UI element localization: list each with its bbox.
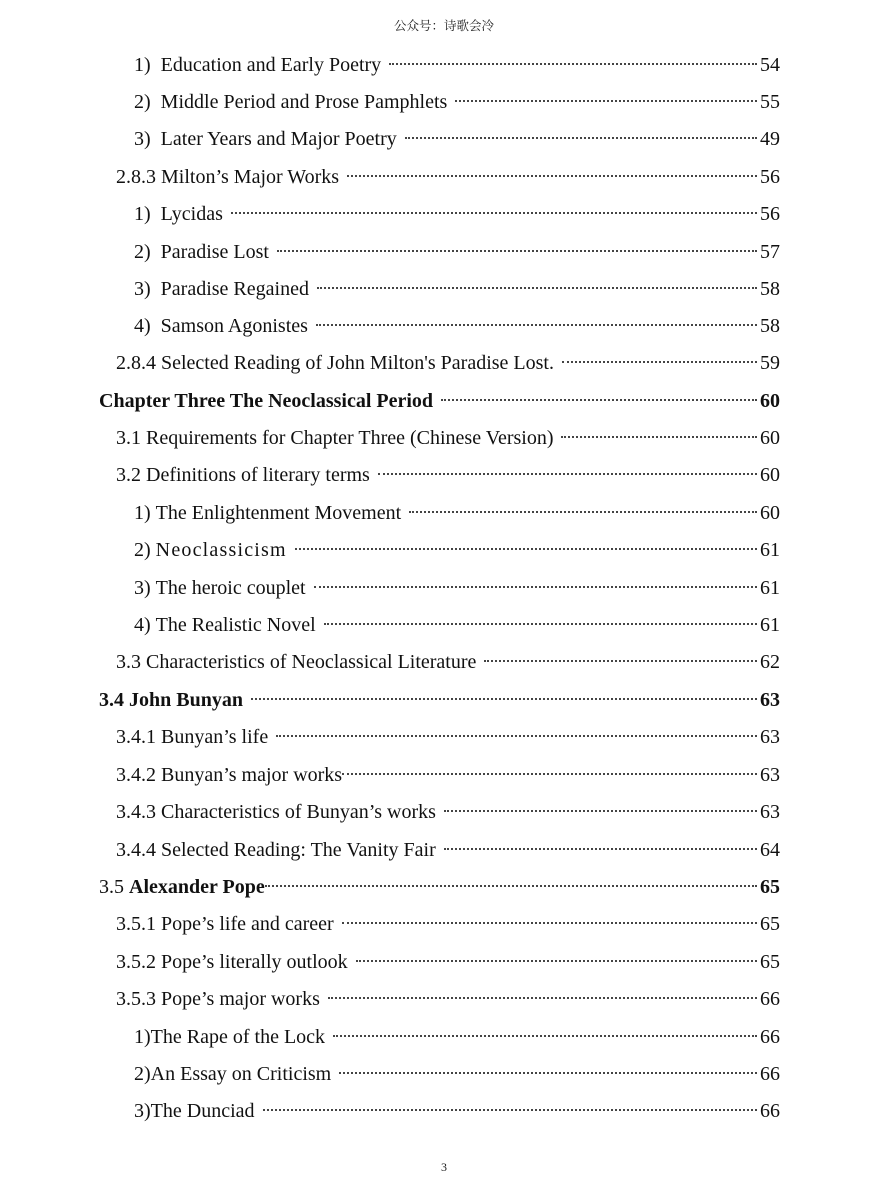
dot-leader (484, 660, 757, 662)
dot-leader (339, 1072, 757, 1074)
toc-entry-page: 49 (760, 128, 780, 150)
dot-leader (314, 586, 757, 588)
toc-entry-title: Lycidas (160, 203, 223, 225)
toc-entry-number: 3.4.4 (116, 839, 161, 861)
dot-leader (405, 137, 757, 139)
toc-entry-page: 66 (760, 1026, 780, 1048)
dot-leader (409, 511, 757, 513)
dot-leader (444, 810, 757, 812)
toc-entry[interactable] (116, 719, 780, 756)
toc-entry-number: 2.8.3 (116, 166, 161, 188)
toc-entry[interactable] (134, 308, 780, 345)
toc-entry-number: 3.4.1 (116, 726, 161, 748)
toc-entry-page: 60 (760, 390, 780, 412)
dot-leader (316, 324, 757, 326)
toc-entry[interactable] (134, 234, 780, 271)
toc-entry[interactable] (116, 757, 780, 794)
toc-entry[interactable] (134, 84, 780, 121)
dot-leader (562, 361, 757, 363)
dot-leader (441, 399, 757, 401)
toc-entry-title: The heroic couplet (155, 577, 306, 599)
dot-leader (251, 698, 757, 700)
toc-entry-number: 2) (134, 91, 161, 113)
toc-entry-title: The Realistic Novel (155, 614, 316, 636)
dot-leader (333, 1035, 757, 1037)
toc-entry-page: 66 (760, 1063, 780, 1085)
toc-section-entry[interactable] (99, 869, 780, 906)
toc-entry-title: Samson Agonistes (160, 315, 308, 337)
dot-leader (342, 922, 757, 924)
toc-entry-number: 1) (134, 54, 161, 76)
toc-entry-title: The Enlightenment Movement (155, 502, 402, 524)
toc-entry-number: 3.2 (116, 464, 146, 486)
toc-entry-number: 1) (134, 203, 161, 225)
toc-entry-number: 3.4.3 (116, 801, 161, 823)
toc-entry-title: The Dunciad (150, 1100, 255, 1122)
toc-entry-page: 63 (760, 689, 780, 711)
toc-entry-title: John Bunyan (129, 689, 243, 711)
toc-entry-number: 3) (134, 278, 161, 300)
toc-entry[interactable] (116, 981, 780, 1018)
toc-entry-page: 60 (760, 464, 780, 486)
dot-leader (317, 287, 757, 289)
toc-entry-title: Milton’s Major Works (161, 166, 340, 188)
toc-entry-number: 1) (134, 1026, 151, 1048)
toc-entry-number: 3.5.2 (116, 951, 161, 973)
toc-entry-title: Pope’s literally outlook (161, 951, 348, 973)
dot-leader (295, 548, 757, 550)
toc-entry-title: An Essay on Criticism (150, 1063, 332, 1085)
toc-entry-title: Alexander Pope (129, 876, 265, 898)
toc-entry-page: 65 (760, 876, 780, 898)
toc-section-entry[interactable] (99, 682, 780, 719)
dot-leader (265, 885, 757, 887)
toc-entry-title: Requirements for Chapter Three (Chinese Version) (146, 427, 554, 449)
toc-entry-title: Later Years and Major Poetry (160, 128, 397, 150)
dot-leader (324, 623, 757, 625)
dot-leader (561, 436, 757, 438)
toc-entry[interactable] (134, 1019, 780, 1056)
toc-entry[interactable] (134, 47, 780, 84)
toc-entry-number: 2) (134, 241, 161, 263)
toc-entry-title: Bunyan’s life (161, 726, 269, 748)
toc-entry-number: 2.8.4 (116, 352, 161, 374)
toc-entry-page: 66 (760, 988, 780, 1010)
toc-entry-page: 61 (760, 577, 780, 599)
toc-entry-title: Selected Reading: The Vanity Fair (161, 839, 436, 861)
dot-leader (444, 848, 757, 850)
toc-entry[interactable] (134, 271, 780, 308)
toc-entry[interactable] (116, 944, 780, 981)
dot-leader (342, 773, 757, 775)
toc-entry-page: 65 (760, 913, 780, 935)
toc-entry-title: Characteristics of Bunyan’s works (161, 801, 436, 823)
toc-entry-title: Bunyan’s major works (161, 764, 343, 786)
dot-leader (389, 63, 757, 65)
toc-entry-page: 61 (760, 539, 780, 561)
toc-entry-title: Pope’s major works (161, 988, 320, 1010)
toc-entry-title: Education and Early Poetry (160, 54, 382, 76)
toc-chapter-entry[interactable] (99, 383, 780, 420)
toc-entry-page: 64 (760, 839, 780, 861)
dot-leader (231, 212, 757, 214)
toc-entry[interactable] (116, 832, 780, 869)
toc-entry[interactable] (134, 570, 780, 607)
toc-entry-title: Pope’s life and career (161, 913, 334, 935)
toc-entry-page: 55 (760, 91, 780, 113)
toc-entry[interactable] (116, 159, 780, 196)
toc-entry[interactable] (116, 794, 780, 831)
dot-leader (356, 960, 757, 962)
toc-entry-number: 2) (134, 1063, 151, 1085)
toc-entry-page: 60 (760, 427, 780, 449)
toc-entry-title: Definitions of literary terms (146, 464, 370, 486)
toc-entry[interactable] (134, 495, 780, 532)
dot-leader (277, 250, 757, 252)
toc-entry-title: Middle Period and Prose Pamphlets (160, 91, 448, 113)
page-header: 公众号：诗歌会冷 (393, 18, 494, 33)
dot-leader (347, 175, 757, 177)
toc-entry-page: 62 (760, 651, 780, 673)
toc-entry-page: 58 (760, 315, 780, 337)
toc-entry-number: 3.5.3 (116, 988, 161, 1010)
toc-entry[interactable] (116, 457, 780, 494)
toc-entry-page: 63 (760, 726, 780, 748)
toc-entry[interactable] (116, 906, 780, 943)
toc-entry-page: 58 (760, 278, 780, 300)
toc-entry-number: 3.5 (99, 876, 129, 898)
toc-entry[interactable] (134, 607, 780, 644)
toc-entry-number: 4) (134, 315, 161, 337)
toc-entry-number: 3) (134, 128, 161, 150)
toc-entry-page: 63 (760, 801, 780, 823)
page-number: 3 (441, 1160, 447, 1174)
dot-leader (455, 100, 757, 102)
toc-entry-number: 2) (134, 539, 156, 561)
toc-entry-number: 3) (134, 577, 156, 599)
toc-entry[interactable] (134, 1093, 780, 1130)
toc-entry-page: 54 (760, 54, 780, 76)
toc-entry-number: 3.5.1 (116, 913, 161, 935)
toc-entry-number: 3.1 (116, 427, 146, 449)
toc-entry-number: 1) (134, 502, 156, 524)
toc-entry-page: 56 (760, 166, 780, 188)
toc-entry-number: 3.3 (116, 651, 146, 673)
toc-entry[interactable] (134, 121, 780, 158)
toc-entry-title: Neoclassicism (155, 539, 287, 561)
toc-entry-title: Characteristics of Neoclassical Literature (146, 651, 477, 673)
dot-leader (276, 735, 757, 737)
toc-entry-page: 56 (760, 203, 780, 225)
toc-entry[interactable] (116, 644, 780, 681)
toc-entry-number: 3) (134, 1100, 151, 1122)
toc-entry[interactable] (134, 532, 780, 569)
toc-entry-number: 3.4.2 (116, 764, 161, 786)
toc-entry-page: 63 (760, 764, 780, 786)
toc-entry-number: 3.4 (99, 689, 129, 711)
toc-entry-title: Chapter Three The Neoclassical Period (99, 390, 434, 412)
toc-entry-title: Paradise Regained (160, 278, 309, 300)
toc-entry-page: 66 (760, 1100, 780, 1122)
toc-entry[interactable] (116, 345, 780, 382)
toc-entry-title: Paradise Lost (160, 241, 269, 263)
dot-leader (378, 473, 757, 475)
toc-entry-page: 65 (760, 951, 780, 973)
toc-entry[interactable] (116, 420, 780, 457)
toc-entry[interactable] (134, 1056, 780, 1093)
toc-entry-page: 61 (760, 614, 780, 636)
toc-entry-page: 59 (760, 352, 780, 374)
toc-entry-page: 57 (760, 241, 780, 263)
dot-leader (328, 997, 757, 999)
toc-entry-title: Selected Reading of John Milton's Paradise Lost. (161, 352, 554, 374)
toc-entry-number: 4) (134, 614, 156, 636)
toc-entry[interactable] (134, 196, 780, 233)
toc-entry-page: 60 (760, 502, 780, 524)
dot-leader (263, 1109, 757, 1111)
toc-entry-title: The Rape of the Lock (150, 1026, 326, 1048)
